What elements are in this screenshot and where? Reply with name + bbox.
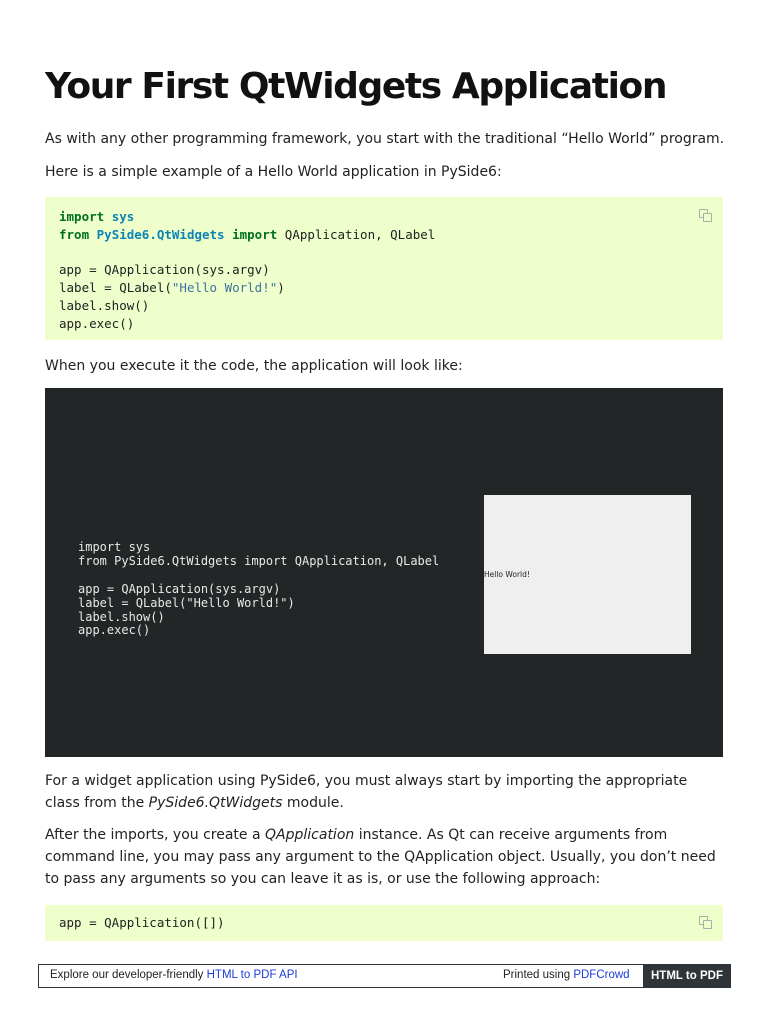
code-text: QApplication, QLabel xyxy=(277,226,436,242)
imports-paragraph xyxy=(45,824,725,890)
example-intro-paragraph: Here is a simple example of a Hello World application in PySide6: xyxy=(45,164,502,180)
code-text: app = QApplication(sys.argv) xyxy=(59,262,270,278)
copy-icon[interactable] xyxy=(699,209,713,223)
execute-intro-paragraph: When you execute it the code, the application will look like: xyxy=(45,358,463,374)
code-text: label.show() xyxy=(59,297,150,313)
hello-world-window xyxy=(484,495,691,654)
code-block-qapplication xyxy=(45,905,723,941)
code-listing xyxy=(59,208,723,333)
code-module: sys xyxy=(111,209,135,224)
copy-icon[interactable] xyxy=(699,916,713,930)
imports-paragraph-text: After the imports, you create a xyxy=(45,827,266,843)
terminal-code: import sys from PySide6.QtWidgets import QApplication, QLabel app = QApplication(sys.argv) label = QLabel("Hello World!") label.show() app.exec() xyxy=(78,540,440,638)
code-module: PySide6.QtWidgets xyxy=(96,226,225,242)
app-screenshot xyxy=(45,388,723,757)
footer-printed xyxy=(503,969,630,981)
code-listing: app = QApplication([]) xyxy=(59,915,225,930)
intro-paragraph: As with any other programming framework, you start with the traditional “Hello World” program. xyxy=(45,131,725,147)
code-block-hello-world xyxy=(45,197,723,340)
html-to-pdf-api-link[interactable]: HTML to PDF API xyxy=(206,969,298,981)
module-name: PySide6.QtWidgets xyxy=(148,795,283,811)
widget-paragraph xyxy=(45,770,725,814)
widget-paragraph-text: For a widget application using PySide6, you must always start by importing the appropriate class from the xyxy=(45,773,688,811)
code-keyword: import xyxy=(232,226,278,242)
code-text: label = QLabel( xyxy=(59,280,172,296)
code-keyword: import xyxy=(59,209,105,224)
code-keyword: from xyxy=(59,226,90,242)
footer-printed-text: Printed using xyxy=(503,969,574,981)
code-string: "Hello World!" xyxy=(171,280,278,296)
widget-paragraph-text: module. xyxy=(282,795,344,811)
html-to-pdf-button[interactable]: HTML to PDF xyxy=(643,964,731,988)
hello-world-label: Hello World! xyxy=(484,570,530,579)
footer-explore xyxy=(50,969,298,981)
page-title: Your First QtWidgets Application xyxy=(45,66,667,107)
code-text: ) xyxy=(277,280,285,296)
pdfcrowd-link[interactable]: PDFCrowd xyxy=(573,969,630,981)
code-text: app.exec() xyxy=(59,315,135,331)
class-name: QApplication xyxy=(265,827,355,843)
footer-explore-text: Explore our developer-friendly xyxy=(50,969,207,981)
pdf-footer xyxy=(38,964,731,988)
imports-paragraph-text: instance. As Qt can receive arguments from command line, you may pass any argument to the QApplication object. Usually, you don’t need to pass any arguments so you can leave it as is, or use the following approach: xyxy=(45,827,716,887)
